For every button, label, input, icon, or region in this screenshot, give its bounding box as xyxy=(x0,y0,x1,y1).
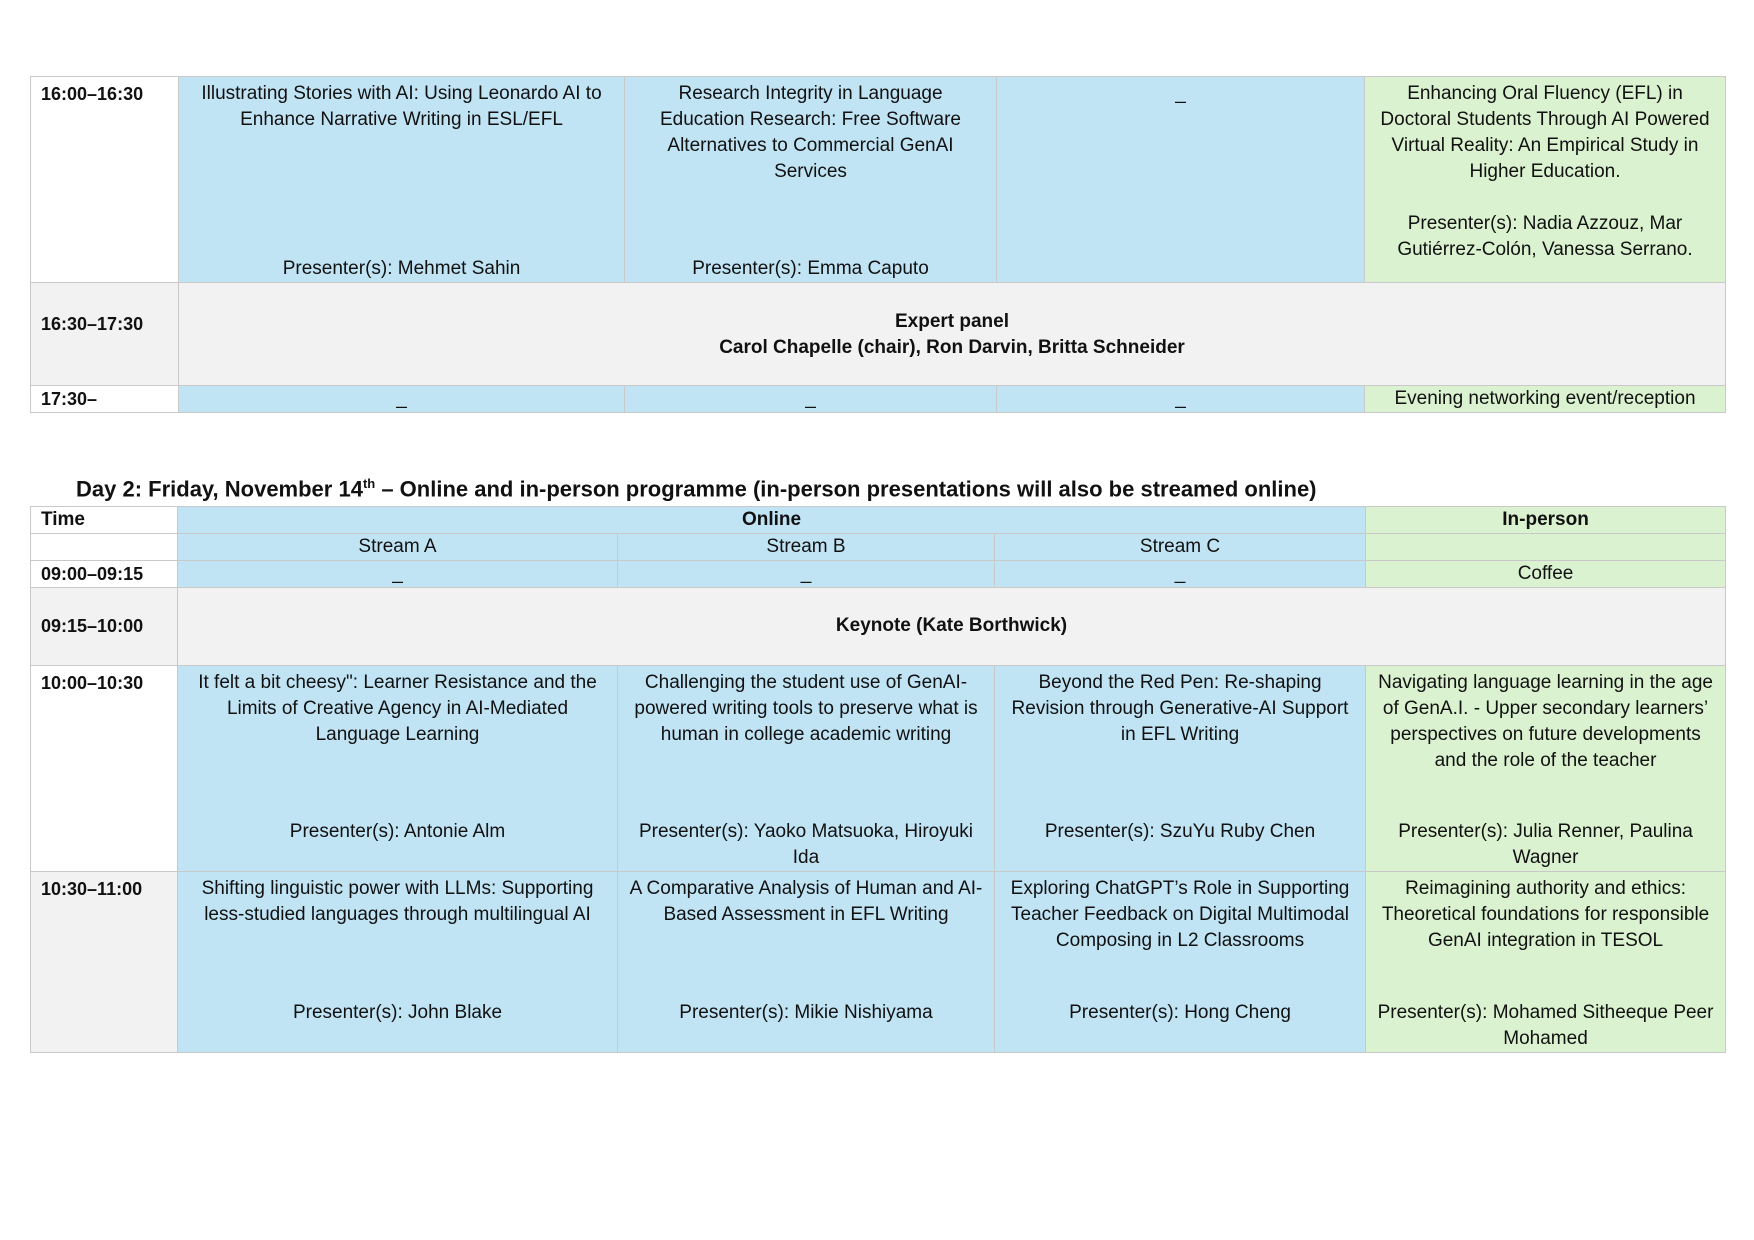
panel-title: Expert panel xyxy=(894,311,1010,332)
session-title: Challenging the student use of GenAI-powered writing tools to preserve what is human in college academic writing xyxy=(634,672,978,745)
panel-members: Carol Chapelle (chair), Ron Darvin, Britta Schneider xyxy=(719,337,1185,358)
session-title: Beyond the Red Pen: Re-shaping Revision through Generative-AI Support in EFL Writing xyxy=(1011,672,1349,745)
time-slot: 10:30–11:00 xyxy=(31,872,178,1053)
session-title: Research Integrity in Language Education Research: Free Software Alternatives to Commercial GenAI Services xyxy=(660,83,961,182)
table-row xyxy=(31,588,1726,666)
stream-c-label: Stream C xyxy=(995,534,1366,561)
session-presenter: Presenter(s): Nadia Azzouz, Mar Gutiérrez-Colón, Vanessa Serrano. xyxy=(1397,213,1693,260)
time-slot: 10:00–10:30 xyxy=(31,666,178,872)
stream-a-label: Stream A xyxy=(178,534,618,561)
session-title: A Comparative Analysis of Human and AI-Based Assessment in EFL Writing xyxy=(629,878,983,925)
header-inperson: In-person xyxy=(1366,507,1726,534)
empty-placeholder: _ xyxy=(178,561,618,588)
session-cell-inperson xyxy=(1365,77,1726,283)
session-presenter: Presenter(s): SzuYu Ruby Chen xyxy=(1044,821,1316,842)
empty-placeholder: _ xyxy=(625,386,997,413)
stream-b-label: Stream B xyxy=(618,534,995,561)
session-cell-inperson xyxy=(1366,872,1726,1053)
day2-schedule-table xyxy=(30,506,1726,1053)
session-cell xyxy=(178,666,618,872)
time-slot: 16:30–17:30 xyxy=(31,283,179,386)
empty-placeholder: _ xyxy=(997,386,1365,413)
session-title: Reimagining authority and ethics: Theoretical foundations for responsible GenAI integration in TESOL xyxy=(1381,878,1710,951)
time-slot: 17:30– xyxy=(31,386,179,413)
blank-cell xyxy=(1366,534,1726,561)
session-cell xyxy=(995,666,1366,872)
session-cell xyxy=(179,77,625,283)
header-online: Online xyxy=(178,507,1366,534)
session-cell xyxy=(997,77,1365,283)
empty-placeholder: _ xyxy=(995,561,1366,588)
empty-placeholder: _ xyxy=(179,386,625,413)
table-row xyxy=(31,561,1726,588)
expert-panel-cell xyxy=(179,283,1726,386)
table-row xyxy=(31,386,1726,413)
session-presenter: Presenter(s): Hong Cheng xyxy=(1069,1002,1291,1023)
table-row xyxy=(31,872,1726,1053)
time-slot: 16:00–16:30 xyxy=(31,77,179,283)
session-title: Enhancing Oral Fluency (EFL) in Doctoral Students Through AI Powered Virtual Reality: An Empirical Study in Higher Education. xyxy=(1380,83,1710,182)
time-slot: 09:00–09:15 xyxy=(31,561,178,588)
day2-heading-suffix: th xyxy=(362,476,376,491)
session-presenter: Presenter(s): Julia Renner, Paulina Wagner xyxy=(1398,821,1693,868)
day2-heading-rest: – Online and in-person programme (in-person presentations will also be streamed online) xyxy=(375,476,1317,502)
table-row xyxy=(31,283,1726,386)
empty-placeholder: _ xyxy=(1175,83,1186,104)
session-cell xyxy=(618,872,995,1053)
session-cell-inperson xyxy=(1366,666,1726,872)
time-slot: 09:15–10:00 xyxy=(31,588,178,666)
session-title: Navigating language learning in the age of GenA.I. - Upper secondary learners’ perspectives on future developments and the role of the teacher xyxy=(1378,672,1713,771)
session-presenter: Presenter(s): Mohamed Sitheeque Peer Mohamed xyxy=(1377,1002,1714,1049)
session-cell xyxy=(178,872,618,1053)
day1-schedule-table xyxy=(30,76,1726,413)
table-row xyxy=(31,77,1726,283)
stream-row xyxy=(31,534,1726,561)
session-presenter: Presenter(s): Yaoko Matsuoka, Hiroyuki Ida xyxy=(638,821,974,868)
header-time: Time xyxy=(31,507,178,534)
day2-heading-text: Day 2: Friday, November 14 xyxy=(76,476,363,502)
table-row xyxy=(31,666,1726,872)
session-title: Exploring ChatGPT’s Role in Supporting Teacher Feedback on Digital Multimodal Composing in L2 Classrooms xyxy=(1010,878,1350,951)
session-presenter: Presenter(s): Mikie Nishiyama xyxy=(679,1002,933,1023)
session-title: Shifting linguistic power with LLMs: Supporting less-studied languages through multilingual AI xyxy=(201,878,594,925)
session-cell xyxy=(618,666,995,872)
session-title: Illustrating Stories with AI: Using Leonardo AI to Enhance Narrative Writing in ESL/EFL xyxy=(201,83,602,130)
session-presenter: Presenter(s): Antonie Alm xyxy=(289,821,506,842)
session-cell xyxy=(625,77,997,283)
keynote-cell: Keynote (Kate Borthwick) xyxy=(178,588,1726,666)
coffee-break: Coffee xyxy=(1366,561,1726,588)
day2-heading xyxy=(76,476,1317,502)
evening-event: Evening networking event/reception xyxy=(1365,386,1726,413)
session-presenter: Presenter(s): Mehmet Sahin xyxy=(282,258,521,279)
session-cell xyxy=(995,872,1366,1053)
session-title: It felt a bit cheesy": Learner Resistance and the Limits of Creative Agency in AI-Mediated Language Learning xyxy=(198,672,597,745)
empty-placeholder: _ xyxy=(618,561,995,588)
session-presenter: Presenter(s): John Blake xyxy=(292,1002,503,1023)
header-row xyxy=(31,507,1726,534)
blank-cell xyxy=(31,534,178,561)
session-presenter: Presenter(s): Emma Caputo xyxy=(692,258,929,279)
